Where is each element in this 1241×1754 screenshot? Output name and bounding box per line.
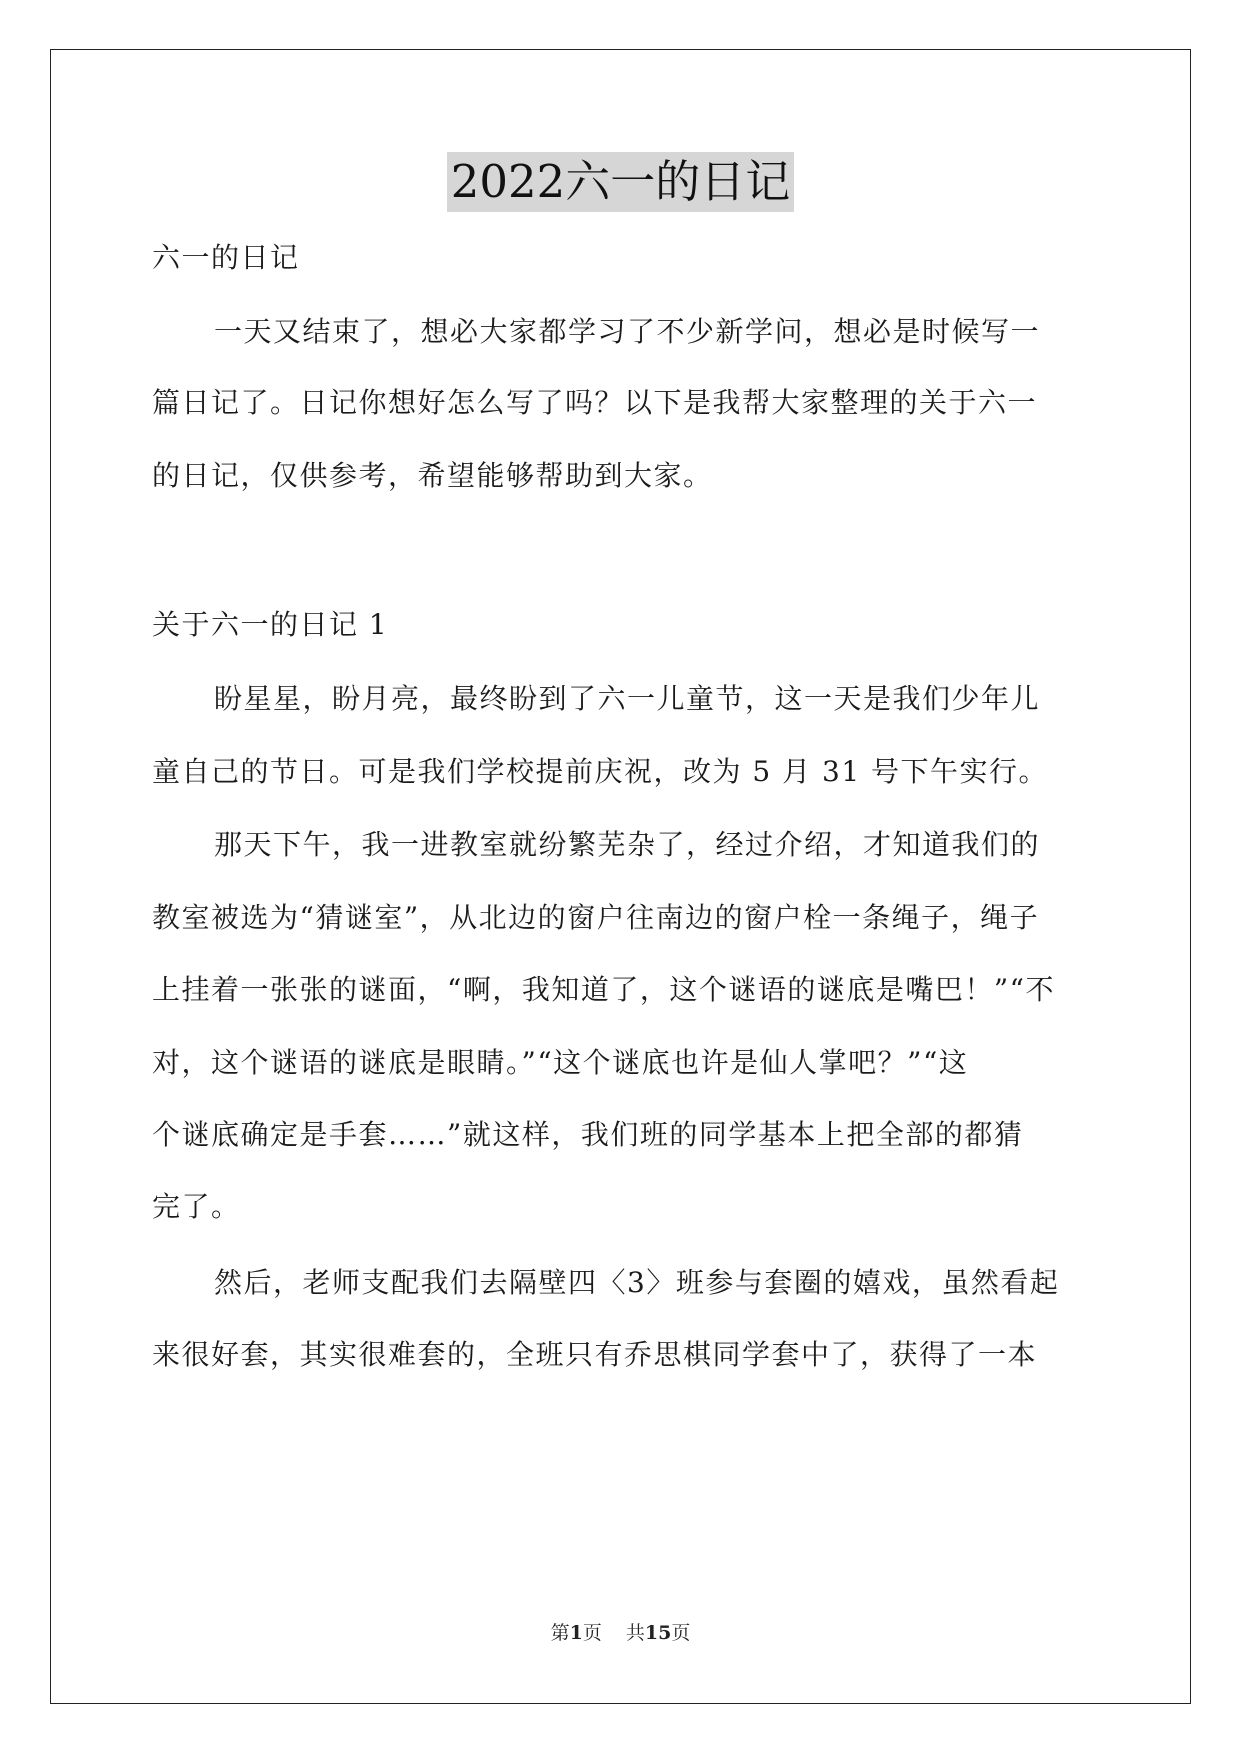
para1-line-2: 童自己的节日。可是我们学校提前庆祝，改为 5 月 31 号下午实行。	[152, 755, 1049, 788]
title-container	[0, 152, 1241, 212]
footer-prefix: 第	[550, 1622, 570, 1644]
footer-total-unit: 页	[671, 1622, 691, 1644]
para2-line-1: 那天下午，我一进教室就纷繁芜杂了，经过介绍，才知道我们的	[214, 828, 1041, 861]
para2-line-3: 上挂着一张张的谜面，“啊，我知道了，这个谜语的谜底是嘴巴！”“不	[152, 973, 1055, 1006]
intro-line-1: 一天又结束了，想必大家都学习了不少新学问，想必是时候写一	[214, 315, 1041, 348]
intro-line-2: 篇日记了。日记你想好怎么写了吗？以下是我帮大家整理的关于六一	[152, 386, 1038, 419]
footer-page-unit: 页	[582, 1622, 602, 1644]
para2-line-5: 个谜底确定是手套……”就这样，我们班的同学基本上把全部的都猜	[152, 1118, 1024, 1151]
document-title: 2022六一的日记	[447, 152, 795, 212]
para2-line-2: 教室被选为“猜谜室”，从北边的窗户往南边的窗户栓一条绳子，绳子	[152, 901, 1040, 934]
entry-heading: 关于六一的日记 1	[152, 608, 389, 641]
para3-line-1: 然后，老师支配我们去隔壁四〈3〉班参与套圈的嬉戏，虽然看起	[214, 1266, 1060, 1299]
para2-line-4: 对，这个谜语的谜底是眼睛。”“这个谜底也许是仙人掌吧？”“这	[152, 1046, 969, 1079]
page-footer	[0, 1620, 1241, 1646]
page-border	[50, 49, 1191, 1704]
footer-total-prefix: 共	[625, 1622, 645, 1644]
total-pages: 15	[644, 1622, 672, 1644]
para2-line-6: 完了。	[152, 1190, 241, 1223]
para1-line-1: 盼星星，盼月亮，最终盼到了六一儿童节，这一天是我们少年儿	[214, 682, 1041, 715]
page-number: 1	[569, 1622, 583, 1644]
section-heading: 六一的日记	[152, 241, 300, 274]
para3-line-2: 来很好套，其实很难套的，全班只有乔思棋同学套中了，获得了一本	[152, 1338, 1038, 1371]
intro-line-3: 的日记，仅供参考，希望能够帮助到大家。	[152, 459, 713, 492]
